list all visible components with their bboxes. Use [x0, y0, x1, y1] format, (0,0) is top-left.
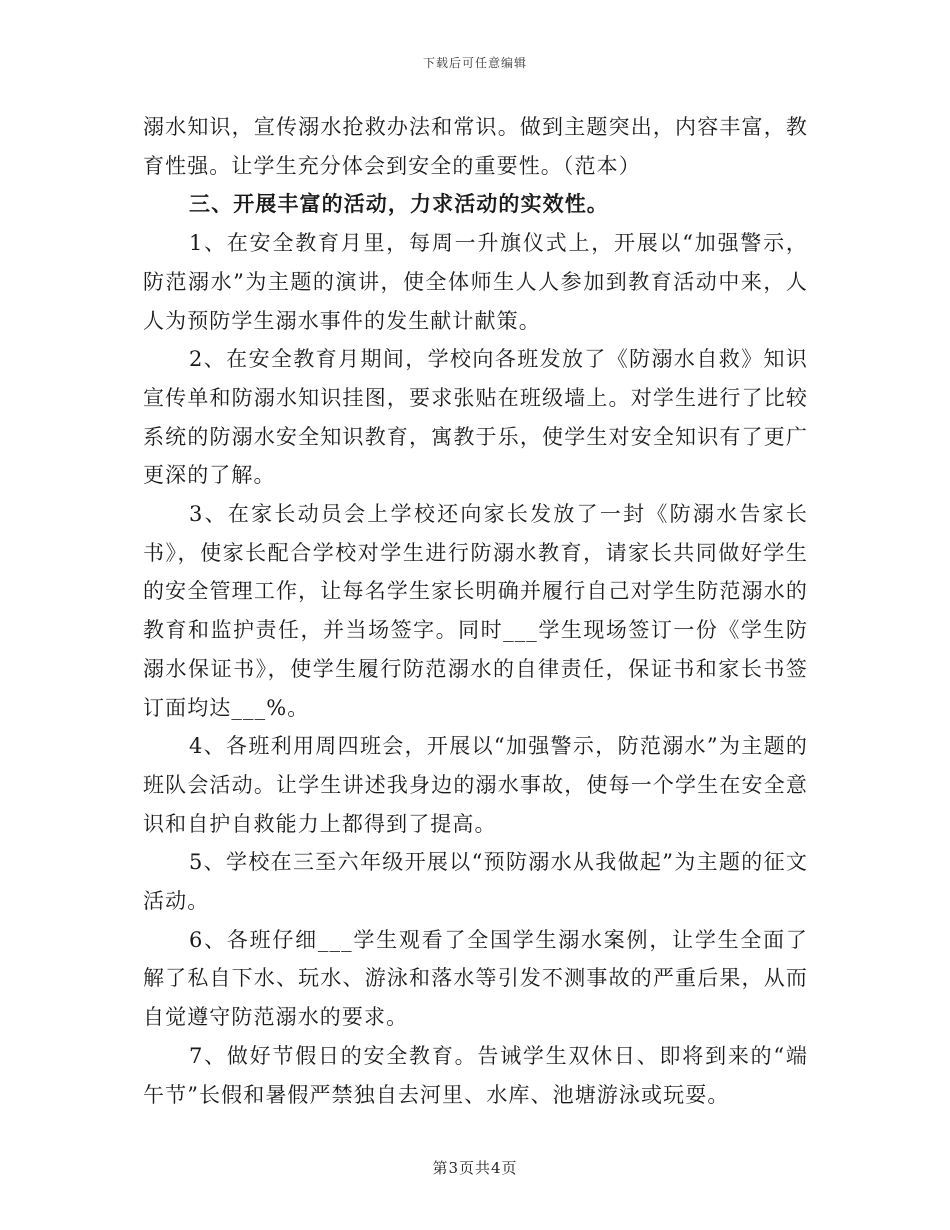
paragraph-continuation: 溺水知识，宣传溺水抢救办法和常识。做到主题突出，内容丰富，教育性强。让学生充分体会到安全的重要性。（范本）	[143, 115, 808, 178]
page-number: 第3页共4页	[432, 1159, 518, 1177]
paragraph-item-7: 7、做好节假日的安全教育。告诫学生双休日、即将到来的“端午节”长假和暑假严禁独自去河里、水库、池塘游泳或玩耍。	[143, 1043, 808, 1107]
section-heading: 三、开展丰富的活动，力求活动的实效性。	[189, 191, 609, 217]
paragraph-item-6: 6、各班仔细___学生观看了全国学生溺水案例，让学生全面了解了私自下水、玩水、游泳和落水等引发不测事故的严重后果，从而自觉遵守防范溺水的要求。	[143, 927, 808, 1030]
paragraph-item-1: 1、在安全教育月里，每周一升旗仪式上，开展以“加强警示，防范溺水”为主题的演讲，使全体师生人人参加到教育活动中来，人人为预防学生溺水事件的发生献计献策。	[143, 231, 808, 333]
paragraph-item-3: 3、在家长动员会上学校还向家长发放了一封《防溺水告家长书》，使家长配合学校对学生进行防溺水教育，请家长共同做好学生的安全管理工作，让每名学生家长明确并履行自己对学生防范溺水的教育和监护责任，并当场签字。同时___学生现场签订一份《学生防溺水保证书》，使学生履行防范溺水的自律责任，保证书和家长书签订面均达___%。	[143, 502, 808, 720]
document-body	[143, 108, 808, 1114]
paragraph-item-4: 4、各班利用周四班会，开展以“加强警示，防范溺水”为主题的班队会活动。让学生讲述我身边的溺水事故，使每一个学生在安全意识和自护自救能力上都得到了提高。	[143, 734, 808, 836]
paragraph-item-5: 5、学校在三至六年级开展以“预防溺水从我做起”为主题的征文活动。	[143, 850, 808, 914]
paragraph-item-2: 2、在安全教育月期间，学校向各班发放了《防溺水自救》知识宣传单和防溺水知识挂图，要求张贴在班级墙上。对学生进行了比较系统的防溺水安全知识教育，寓教于乐，使学生对安全知识有了更广更深的了解。	[143, 347, 808, 488]
page-header: 下载后可任意编辑	[422, 56, 527, 70]
